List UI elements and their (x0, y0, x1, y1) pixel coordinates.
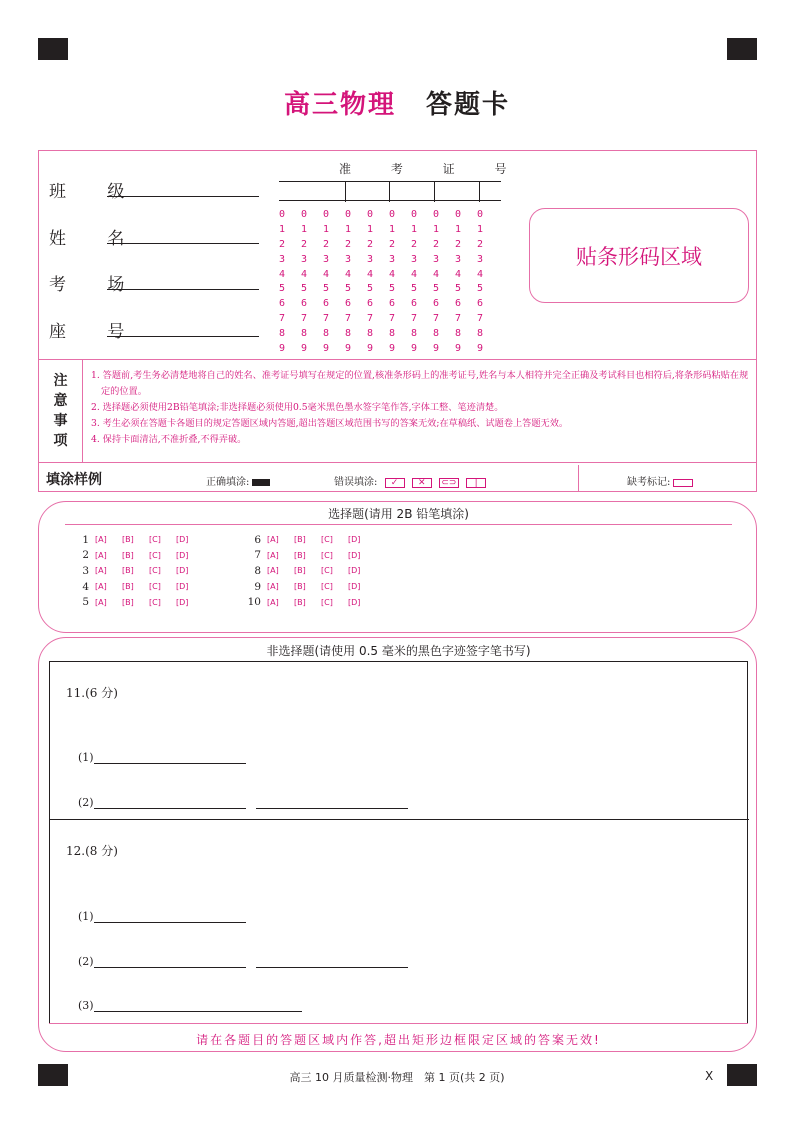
choice-title: 选择题(请用 2B 铅笔填涂) (328, 507, 469, 521)
digit-bubble[interactable]: 0 (455, 209, 462, 220)
digit-bubble[interactable]: 7 (279, 313, 286, 325)
digit-bubble[interactable]: 1 (455, 223, 462, 235)
info-room-field[interactable] (107, 270, 259, 290)
option-bubble[interactable]: [C] (149, 597, 161, 607)
digit-bubble[interactable]: 8 (411, 328, 418, 340)
fill-example-label: 填涂样例 (46, 472, 102, 488)
corner-mark-top-right (727, 38, 757, 60)
filled-box-icon (252, 479, 270, 486)
digit-bubble[interactable]: 9 (389, 343, 396, 355)
digit-bubble[interactable]: 3 (323, 253, 330, 265)
question-number: 1 (82, 533, 89, 546)
option-bubble[interactable]: [C] (321, 535, 333, 545)
digit-bubble[interactable]: 4 (433, 268, 440, 280)
notes-label: 注 意 事 项 (39, 360, 83, 462)
digit-bubble[interactable]: 3 (279, 253, 286, 265)
digit-bubble[interactable]: 2 (345, 238, 352, 250)
digit-bubble[interactable]: 7 (389, 313, 396, 325)
absent-mark: 缺考标记: (627, 473, 693, 488)
digit-bubble[interactable]: 0 (477, 209, 484, 220)
digit-bubble[interactable]: 8 (301, 328, 308, 340)
option-bubble[interactable]: [D] (348, 582, 361, 592)
digit-bubble[interactable]: 5 (345, 283, 352, 295)
cross-icon: ✕ (412, 478, 432, 488)
nonchoice-section (38, 637, 757, 1052)
checkmark-icon: ✓ (385, 478, 405, 488)
option-bubble[interactable]: [B] (294, 535, 306, 545)
digit-bubble[interactable]: 7 (477, 313, 484, 325)
digit-bubble[interactable]: 2 (301, 238, 308, 250)
header-box (38, 150, 757, 492)
option-bubble[interactable]: [D] (348, 597, 361, 607)
option-bubble[interactable]: [B] (122, 582, 134, 592)
choice-question-row (69, 548, 203, 564)
digit-bubble[interactable]: 0 (301, 209, 308, 220)
digit-bubble[interactable]: 9 (301, 343, 308, 355)
digit-bubble[interactable]: 3 (367, 253, 374, 265)
bar-icon: | (466, 478, 486, 488)
digit-bubble[interactable]: 6 (279, 298, 286, 310)
digit-bubble[interactable]: 6 (345, 298, 352, 310)
digit-bubble[interactable]: 2 (477, 238, 484, 250)
digit-bubble[interactable]: 3 (411, 253, 418, 265)
choice-question-row (69, 579, 203, 595)
q11-head: 11.(6 分) (66, 686, 118, 700)
option-bubble[interactable]: [A] (95, 566, 107, 576)
digit-bubble[interactable]: 8 (279, 328, 286, 340)
digit-bubble[interactable]: 6 (323, 298, 330, 310)
option-bubble[interactable]: [A] (267, 566, 279, 576)
option-bubble[interactable]: [A] (267, 535, 279, 545)
digit-bubble[interactable]: 1 (279, 223, 286, 235)
digit-row (279, 328, 499, 343)
digit-bubble[interactable]: 7 (433, 313, 440, 325)
option-bubble[interactable]: [C] (149, 566, 161, 576)
digit-bubble[interactable]: 2 (433, 238, 440, 250)
digit-bubble[interactable]: 6 (411, 298, 418, 310)
digit-bubble[interactable]: 7 (323, 313, 330, 325)
digit-bubble[interactable]: 8 (345, 328, 352, 340)
digit-bubble[interactable]: 4 (477, 268, 484, 280)
digit-bubble[interactable]: 5 (433, 283, 440, 295)
correct-fill-example: 正确填涂: (206, 473, 270, 488)
digit-bubble[interactable]: 2 (323, 238, 330, 250)
digit-bubble[interactable]: 4 (411, 268, 418, 280)
digit-bubble[interactable]: 4 (301, 268, 308, 280)
option-bubble[interactable]: [B] (122, 566, 134, 576)
question-number: 5 (82, 596, 89, 609)
digit-bubble[interactable]: 6 (367, 298, 374, 310)
digit-bubble[interactable]: 4 (345, 268, 352, 280)
digit-bubble[interactable]: 9 (455, 343, 462, 355)
option-bubble[interactable]: [A] (267, 597, 279, 607)
notes-list (91, 368, 753, 448)
option-bubble[interactable]: [D] (176, 566, 189, 576)
exam-id-title: 准 考 证 号 (339, 162, 525, 176)
question-number: 6 (254, 533, 261, 546)
option-bubble[interactable]: [C] (149, 550, 161, 560)
wrong-fill-example: 错误填涂: ✓ ✕ ⊂⊃ | (334, 473, 486, 488)
digit-bubble[interactable]: 6 (301, 298, 308, 310)
digit-bubble[interactable]: 9 (279, 343, 286, 355)
option-bubble[interactable]: [C] (321, 566, 333, 576)
digit-bubble[interactable]: 5 (323, 283, 330, 295)
digit-bubble[interactable]: 4 (389, 268, 396, 280)
digit-bubble[interactable]: 0 (323, 209, 330, 220)
info-name-field[interactable] (107, 224, 259, 244)
info-name: 姓 名 (49, 229, 143, 249)
option-bubble[interactable]: [A] (267, 550, 279, 560)
digit-bubble[interactable]: 9 (477, 343, 484, 355)
digit-bubble[interactable]: 2 (389, 238, 396, 250)
digit-bubble[interactable]: 4 (367, 268, 374, 280)
fill-example-row (39, 465, 756, 491)
q12-part-3[interactable]: (3) (78, 998, 302, 1012)
digit-bubble[interactable]: 5 (411, 283, 418, 295)
option-bubble[interactable]: [B] (294, 550, 306, 560)
option-bubble[interactable]: [B] (294, 597, 306, 607)
digit-bubble[interactable]: 0 (279, 209, 286, 220)
digit-row (279, 224, 499, 239)
option-bubble[interactable]: [A] (95, 535, 107, 545)
answer-frame (49, 661, 748, 1023)
option-bubble[interactable]: [D] (176, 535, 189, 545)
digit-bubble[interactable]: 4 (279, 268, 286, 280)
digit-bubble[interactable]: 5 (279, 283, 286, 295)
page-footer: 高三 10 月质量检测·物理 第 1 页(共 2 页) (289, 1071, 505, 1084)
choice-question-row (241, 563, 375, 579)
option-bubble[interactable]: [C] (321, 582, 333, 592)
choice-section (38, 501, 757, 633)
q12-part-2[interactable]: (2) (78, 954, 408, 968)
digit-bubble[interactable]: 7 (345, 313, 352, 325)
digit-bubble[interactable]: 2 (455, 238, 462, 250)
digit-bubble[interactable]: 5 (367, 283, 374, 295)
info-seat-field[interactable] (107, 317, 259, 337)
choice-column (69, 532, 203, 610)
digit-bubble[interactable]: 3 (455, 253, 462, 265)
digit-bubble[interactable]: 1 (433, 223, 440, 235)
digit-row (279, 343, 499, 358)
digit-bubble[interactable]: 0 (389, 209, 396, 220)
note-item: 2. 选择题必须使用2B铅笔填涂;非选择题必须使用0.5毫米黑色墨水签字笔作答,字体工整、笔迹清楚。 (91, 402, 504, 413)
q12-part-1[interactable]: (1) (78, 909, 246, 923)
question-number: 8 (254, 564, 261, 577)
digit-bubble[interactable]: 2 (411, 238, 418, 250)
digit-bubble[interactable]: 1 (389, 223, 396, 235)
question-number: 9 (254, 580, 261, 593)
digit-bubble[interactable]: 6 (389, 298, 396, 310)
digit-bubble[interactable]: 3 (389, 253, 396, 265)
option-bubble[interactable]: [C] (149, 582, 161, 592)
digit-bubble[interactable]: 3 (433, 253, 440, 265)
barcode-area: 贴条形码区域 (529, 208, 749, 303)
digit-row (279, 239, 499, 254)
digit-bubble[interactable]: 9 (433, 343, 440, 355)
choice-question-row (69, 563, 203, 579)
info-class-field[interactable] (107, 177, 259, 197)
digit-bubble[interactable]: 9 (345, 343, 352, 355)
digit-bubble[interactable]: 8 (455, 328, 462, 340)
option-bubble[interactable]: [A] (95, 597, 107, 607)
digit-bubble[interactable]: 2 (279, 238, 286, 250)
option-bubble[interactable]: [D] (176, 550, 189, 560)
option-bubble[interactable]: [B] (122, 535, 134, 545)
title-card: 答题卡 (426, 90, 511, 120)
digit-bubble[interactable]: 0 (411, 209, 418, 220)
digit-row (279, 209, 499, 224)
digit-bubble[interactable]: 6 (455, 298, 462, 310)
info-seat: 座 号 (49, 322, 143, 342)
note-item: 3. 考生必须在答题卡各题目的规定答题区域内答题,超出答题区域范围书写的答案无效;在草稿纸、试题卷上答题无效。 (91, 418, 569, 429)
digit-row (279, 254, 499, 269)
page-mark: X (705, 1069, 714, 1083)
digit-bubble[interactable]: 8 (433, 328, 440, 340)
page-title (0, 84, 794, 121)
digit-bubble[interactable]: 3 (477, 253, 484, 265)
info-room: 考 场 (49, 275, 143, 295)
digit-bubble[interactable]: 7 (411, 313, 418, 325)
digit-row (279, 269, 499, 284)
digit-bubble[interactable]: 0 (345, 209, 352, 220)
digit-bubble[interactable]: 8 (389, 328, 396, 340)
digit-bubble[interactable]: 5 (301, 283, 308, 295)
digit-bubble[interactable]: 8 (477, 328, 484, 340)
digit-bubble[interactable]: 1 (301, 223, 308, 235)
digit-bubble[interactable]: 7 (301, 313, 308, 325)
choice-question-row (241, 548, 375, 564)
warning-text: 请在各题目的答题区域内作答,超出矩形边框限定区域的答案无效! (196, 1033, 601, 1047)
choice-question-row (69, 532, 203, 548)
digit-bubble[interactable]: 8 (367, 328, 374, 340)
q11-part-1[interactable]: (1) (78, 750, 246, 764)
option-bubble[interactable]: [D] (176, 597, 189, 607)
digit-bubble[interactable]: 6 (433, 298, 440, 310)
choice-question-row (241, 579, 375, 595)
question-number: 7 (254, 549, 261, 562)
option-bubble[interactable]: [A] (95, 582, 107, 592)
option-bubble[interactable]: [A] (95, 550, 107, 560)
note-item: 4. 保持卡面清洁,不准折叠,不得弄破。 (91, 434, 247, 445)
option-bubble[interactable]: [D] (176, 582, 189, 592)
question-number: 4 (82, 580, 89, 593)
digit-bubble[interactable]: 3 (345, 253, 352, 265)
q12-head: 12.(8 分) (66, 844, 118, 858)
digit-bubble[interactable]: 1 (477, 223, 484, 235)
option-bubble[interactable]: [D] (348, 566, 361, 576)
exam-id-write-boxes[interactable] (279, 181, 501, 201)
digit-row (279, 298, 499, 313)
absent-checkbox[interactable] (673, 479, 693, 487)
nonchoice-title: 非选择题(请使用 0.5 毫米的黑色字迹签字笔书写) (266, 644, 531, 658)
digit-bubble[interactable]: 0 (367, 209, 374, 220)
q11-part-2[interactable]: (2) (78, 795, 408, 809)
digit-bubble[interactable]: 1 (411, 223, 418, 235)
digit-bubble[interactable]: 6 (477, 298, 484, 310)
digit-bubble[interactable]: 7 (455, 313, 462, 325)
corner-mark-top-left (38, 38, 68, 60)
digit-bubble[interactable]: 9 (367, 343, 374, 355)
note-item: 1. 答题前,考生务必清楚地将自己的姓名、准考证号填写在规定的位置,核准条形码上的准考证号,姓名与本人相符并完全正确及考试科目也相符后,将条形码粘贴在规定的位置。 (91, 370, 749, 397)
digit-bubble[interactable]: 1 (345, 223, 352, 235)
digit-bubble[interactable]: 0 (433, 209, 440, 220)
digit-bubble[interactable]: 9 (411, 343, 418, 355)
option-bubble[interactable]: [C] (321, 550, 333, 560)
notes-section (39, 359, 756, 463)
question-number: 2 (82, 549, 89, 562)
digit-bubble[interactable]: 7 (367, 313, 374, 325)
choice-question-row (241, 594, 375, 610)
digit-bubble[interactable]: 3 (301, 253, 308, 265)
digit-bubble[interactable]: 1 (367, 223, 374, 235)
digit-bubble[interactable]: 5 (455, 283, 462, 295)
choice-question-row (69, 594, 203, 610)
digit-bubble[interactable]: 4 (323, 268, 330, 280)
digit-bubble[interactable]: 8 (323, 328, 330, 340)
info-class: 班 级 (49, 182, 143, 202)
digit-row (279, 283, 499, 298)
digit-bubble[interactable]: 9 (323, 343, 330, 355)
title-subject: 高三物理 (283, 90, 396, 120)
exam-id-bubble-grid (279, 209, 499, 358)
option-bubble[interactable]: [A] (267, 582, 279, 592)
option-bubble[interactable]: [B] (294, 566, 306, 576)
option-bubble[interactable]: [B] (294, 582, 306, 592)
option-bubble[interactable]: [C] (321, 597, 333, 607)
digit-bubble[interactable]: 1 (323, 223, 330, 235)
option-bubble[interactable]: [C] (149, 535, 161, 545)
choice-column (241, 532, 375, 610)
question-number: 3 (82, 564, 89, 577)
digit-bubble[interactable]: 5 (477, 283, 484, 295)
digit-bubble[interactable]: 5 (389, 283, 396, 295)
digit-row (279, 313, 499, 328)
circle-icon: ⊂⊃ (439, 478, 459, 488)
option-bubble[interactable]: [D] (348, 550, 361, 560)
digit-bubble[interactable]: 4 (455, 268, 462, 280)
question-number: 10 (247, 596, 261, 609)
option-bubble[interactable]: [B] (122, 550, 134, 560)
option-bubble[interactable]: [B] (122, 597, 134, 607)
choice-question-row (241, 532, 375, 548)
option-bubble[interactable]: [D] (348, 535, 361, 545)
digit-bubble[interactable]: 2 (367, 238, 374, 250)
